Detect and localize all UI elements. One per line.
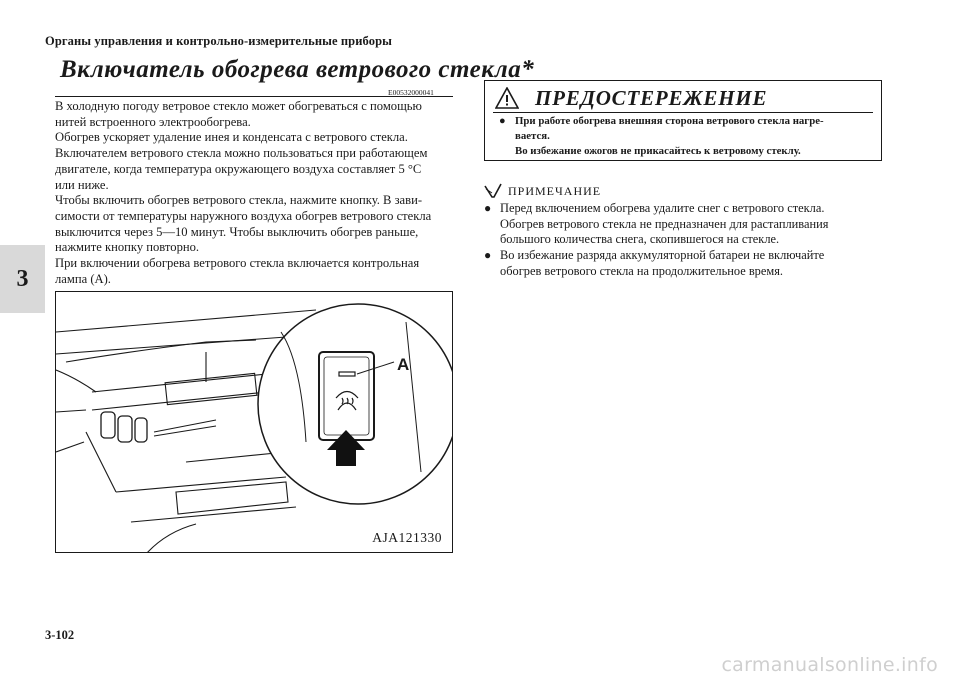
body-line: симости от температуры наружного воздуха обогрев ветрового стекла	[55, 208, 432, 223]
warning-text	[499, 114, 873, 158]
page-number: 3-102	[45, 628, 75, 642]
body-line: нажмите кнопку повторно.	[55, 240, 200, 255]
warning-title: ПРЕДОСТЕРЕЖЕНИЕ	[535, 85, 768, 110]
article-body	[55, 99, 455, 287]
body-line: выключится через 5—10 минут. Чтобы выключить обогрев раньше,	[55, 224, 419, 239]
article-title: Включатель обогрева ветрового стекла*	[60, 56, 535, 83]
note-line: Обогрев ветрового стекла не предназначен для растапливания	[500, 216, 829, 231]
warning-box	[484, 80, 882, 161]
warning-line: вается.	[515, 129, 550, 142]
warning-rule	[493, 112, 873, 113]
switch-illustration	[55, 291, 453, 553]
note-line: Во избежание разряда аккумуляторной батареи не включайте	[500, 248, 825, 263]
warning-line: При работе обогрева внешняя сторона ветрового стекла нагре-	[515, 115, 824, 127]
article-code: E00532000041	[388, 88, 434, 97]
note-text	[484, 201, 884, 280]
bullet-icon: ●	[484, 201, 492, 215]
body-line: лампа (A).	[55, 271, 111, 286]
chapter-tab	[0, 245, 45, 313]
body-line: двигателе, когда температура окружающего воздуха составляет 5 °C	[55, 161, 422, 176]
note-title: ПРИМЕЧАНИЕ	[508, 183, 602, 198]
watermark[interactable]: carmanualsonline.info	[721, 654, 938, 676]
indicator-label-a: A	[397, 355, 410, 374]
warning-header	[495, 85, 871, 111]
bullet-icon: ●	[484, 248, 492, 263]
dashboard-drawing	[56, 292, 453, 553]
warning-triangle-icon	[495, 87, 519, 109]
note-item	[484, 201, 884, 248]
note-item	[484, 248, 884, 279]
chapter-number: 3	[16, 265, 29, 292]
note-line: большого количества снега, скопившегося на стекле.	[500, 232, 780, 247]
note-header	[484, 183, 601, 199]
figure-code: AJA121330	[372, 530, 442, 545]
body-line: Чтобы включить обогрев ветрового стекла, нажмите кнопку. В зави-	[55, 193, 423, 208]
body-line: При включении обогрева ветрового стекла включается контрольная	[55, 256, 420, 271]
body-line: Обогрев ускоряет удаление инея и конденсата с ветрового стекла.	[55, 130, 408, 145]
warning-line: Во избежание ожогов не прикасайтесь к ветровому стеклу.	[515, 144, 801, 157]
body-line: или ниже.	[55, 177, 109, 192]
body-line: Включателем ветрового стекла можно пользоваться при работающем	[55, 146, 428, 161]
note-check-icon	[484, 183, 502, 199]
note-line: Перед включением обогрева удалите снег с ветрового стекла.	[500, 201, 825, 215]
bullet-icon: ●	[499, 115, 506, 127]
running-header: Органы управления и контрольно-измерительные приборы	[45, 34, 392, 48]
body-line: В холодную погоду ветровое стекло может обогреваться с помощью	[55, 99, 422, 113]
note-line: обогрев ветрового стекла на продолжительное время.	[500, 263, 784, 278]
body-line: нитей встроенного электрообогрева.	[55, 114, 251, 129]
